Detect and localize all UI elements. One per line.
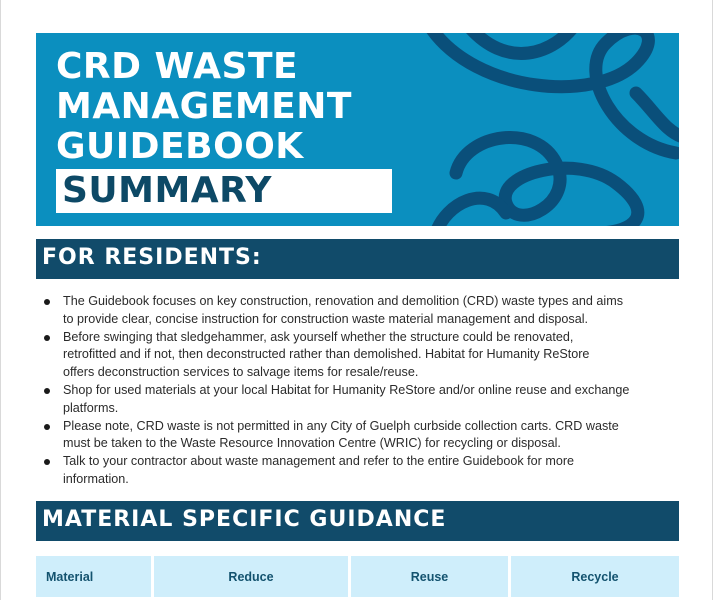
guidance-table-header bbox=[36, 556, 679, 597]
column-header-recycle: Recycle bbox=[511, 556, 679, 597]
column-header-reduce: Reduce bbox=[154, 556, 348, 597]
bullet-item: Please note, CRD waste is not permitted in any City of Guelph curbside collection carts. CRD waste must be taken to the Waste Resource Innovation Centre (WRIC) for recycling or disposal. bbox=[42, 418, 678, 454]
title-banner bbox=[36, 33, 679, 226]
bullet-item: Before swinging that sledgehammer, ask yourself whether the structure could be renovated, retrofitted and if not, then deconstructed rather than demolished. Habitat for Humanity ReStore offers deconstruction services to salvage items for resale/reuse. bbox=[42, 329, 678, 382]
bullet-icon bbox=[44, 299, 50, 305]
summary-label: SUMMARY bbox=[62, 170, 272, 211]
bullet-icon bbox=[44, 459, 50, 465]
summary-label-box bbox=[56, 169, 392, 213]
bullet-item: The Guidebook focuses on key construction, renovation and demolition (CRD) waste types and aims to provide clear, concise instruction for construction waste material management and disposal. bbox=[42, 293, 678, 329]
column-header-reuse: Reuse bbox=[351, 556, 508, 597]
guidance-heading: MATERIAL SPECIFIC GUIDANCE bbox=[42, 507, 447, 532]
title-line-3: GUIDEBOOK bbox=[56, 126, 304, 167]
residents-bullet-list bbox=[42, 293, 678, 489]
bullet-icon bbox=[44, 335, 50, 341]
residents-heading: FOR RESIDENTS: bbox=[42, 245, 262, 270]
bullet-icon bbox=[44, 388, 50, 394]
title-line-2: MANAGEMENT bbox=[56, 86, 352, 127]
bullet-item: Shop for used materials at your local Habitat for Humanity ReStore and/or online reuse and exchange platforms. bbox=[42, 382, 678, 418]
bullet-icon bbox=[44, 424, 50, 430]
bullet-item: Talk to your contractor about waste management and refer to the entire Guidebook for more information. bbox=[42, 453, 678, 489]
guidance-section-header bbox=[36, 501, 679, 541]
column-header-material: Material bbox=[36, 556, 151, 597]
residents-section-header bbox=[36, 239, 679, 279]
title-line-1: CRD WASTE bbox=[56, 46, 299, 87]
